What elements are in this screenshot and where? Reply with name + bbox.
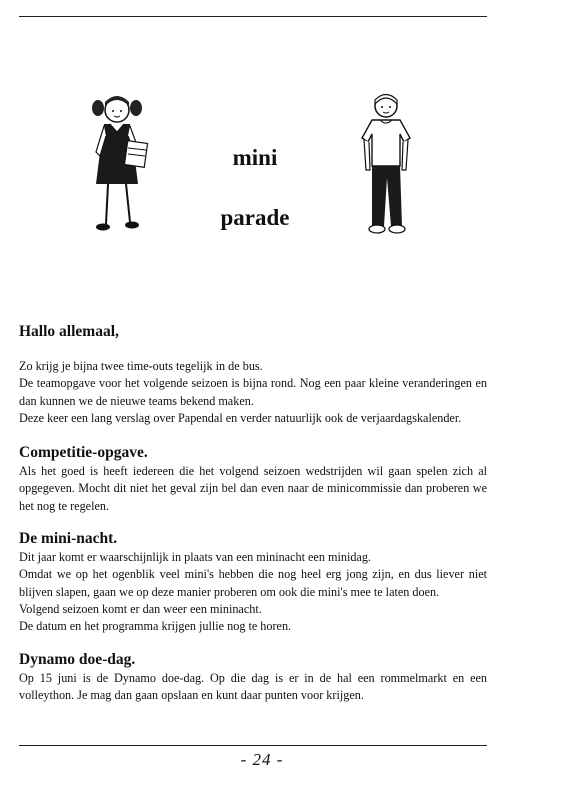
title-line-mini: mini	[232, 145, 278, 170]
section-mini-nacht	[19, 529, 487, 635]
girl-with-books-icon	[86, 92, 152, 238]
article-body	[19, 322, 487, 718]
section-line: De datum en het programma krijgen jullie nog te horen.	[19, 619, 292, 634]
section-line: Volgend seizoen komt er dan weer een mininacht.	[19, 601, 262, 616]
section-dynamo-doe-dag	[19, 650, 487, 705]
top-rule	[19, 16, 487, 17]
greeting-heading: Hallo allemaal,	[19, 323, 119, 340]
intro-paragraph	[19, 358, 487, 427]
page-number: - 24 -	[240, 750, 284, 769]
title-line-parade: parade	[220, 205, 290, 230]
section-competitie-opgave	[19, 443, 487, 515]
section-heading: De mini-nacht.	[19, 530, 118, 548]
intro-line: De teamopgave voor het volgende seizoen is bijna rond. Nog een paar kleine veranderingen en dan kunnen we de nieuwe teams bekend maken.	[19, 376, 487, 408]
section-line: Omdat we op het ogenblik veel mini's hebben die nog heel erg jong zijn, en dus liever niet blijven slapen, gaan we op deze manier proberen om ook die mini's mee te laten doen.	[19, 567, 487, 599]
section-line: Op 15 juni is de Dynamo doe-dag. Op die dag is er in de hal een rommelmarkt en een volleython. Je mag dan gaan opslaan en kunt daar punten voor krijgen.	[19, 670, 487, 702]
bottom-rule	[19, 745, 487, 746]
section-line: Dit jaar komt er waarschijnlijk in plaats van een mininacht een minidag.	[19, 550, 371, 565]
section-heading: Competitie-opgave.	[19, 444, 148, 462]
boy-standing-icon	[360, 92, 416, 236]
intro-line: Deze keer een lang verslag over Papendal en verder natuurlijk ook de verjaardagskalender.	[19, 410, 462, 425]
intro-line: Zo krijg je bijna twee time-outs tegelijk in de bus.	[19, 359, 263, 373]
section-line: Als het goed is heeft iedereen die het volgend seizoen wedstrijden wil gaan spelen zich al opgegeven. Mocht dit niet het geval zijn bel dan even naar de minicommissie dan proberen we het nog te regelen.	[19, 464, 487, 513]
section-heading: Dynamo doe-dag.	[19, 650, 136, 668]
